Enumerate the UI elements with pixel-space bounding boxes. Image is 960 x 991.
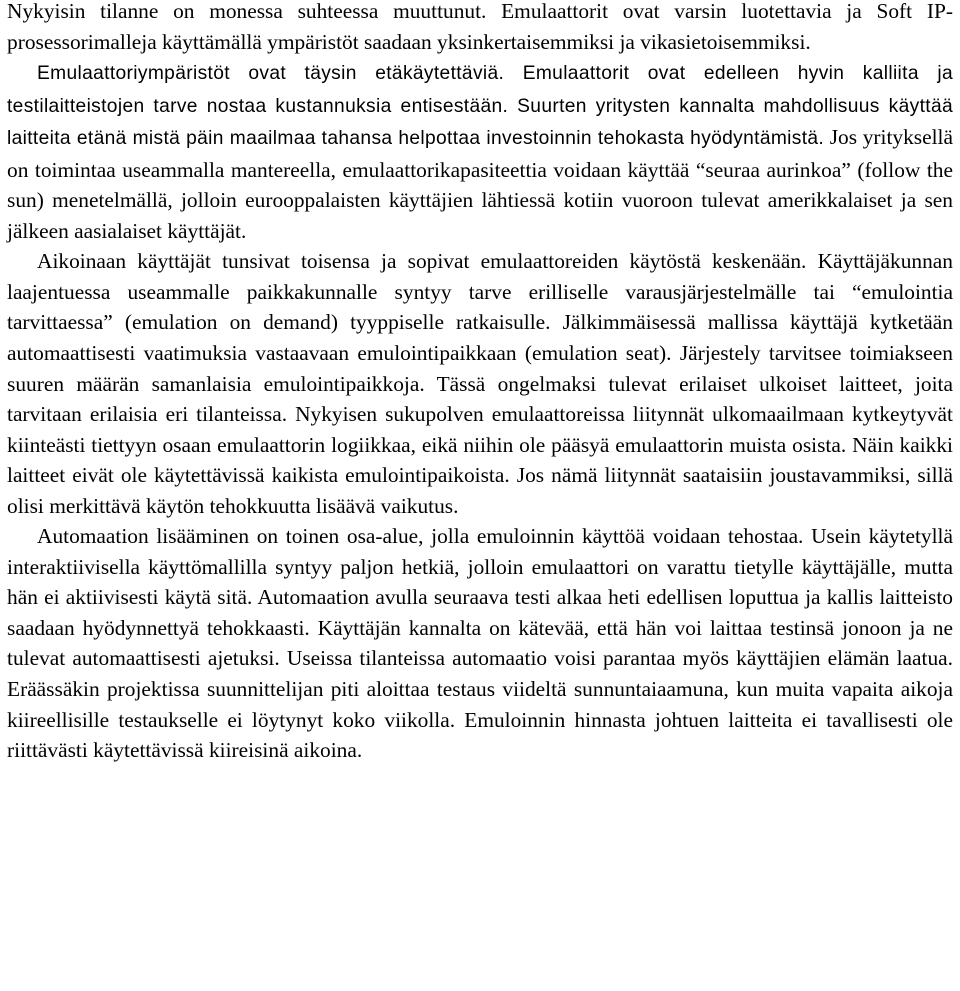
paragraph-reservation-text: Aikoinaan käyttäjät tunsivat toisensa ja sopivat emulaattoreiden käytöstä keskenään. Käyttäjäkunnan laajentuessa useammalle paikkakunnalle syntyy tarve erilliselle varausjärjestelmälle tai “emulointia tarvittaessa” (emulation on demand) tyyppiselle ratkaisulle. Jälkimmäisessä mallissa käyttäjä kytketään automaattisesti vaatimuksia vastaavaan emulointipaikkaan (emulation seat). Järjestely tarvitsee toimiakseen suuren määrän samanlaisia emulointipaikkoja. Tässä ongelmaksi tulevat erilaiset ulkoiset laitteet, joita tarvitaan erilaisia eri tilanteissa. Nykyisen sukupolven emulaattoreissa liitynnät ulkomaailmaan kytkeytyvät kiinteästi tiettyyn osaan emulaattorin logiikkaa, eikä niihin ole pääsyä emulaattorin muista osista. Näin kaikki laitteet eivät ole käytettävissä kaikista emulointipaikoista. Jos nämä liitynnät saataisiin joustavammiksi, sillä olisi merkittävä käytön tehokkuutta lisäävä vaikutus. [7,249,953,518]
paragraph-automation-text: Automaation lisääminen on toinen osa-alue, jolla emuloinnin käyttöä voidaan tehostaa. Usein käytetyllä interaktiivisella käyttömallilla syntyy paljon hetkiä, jolloin emulaattori on varattu tietylle käyttäjälle, mutta hän ei aktiivisesti käytä sitä. Automaation avulla seuraava testi alkaa heti edellisen loputtua ja kallis laitteisto saadaan hyödynnettyä tehokkaasti. Käyttäjän kannalta on kätevää, että hän voi laittaa testinsä jonoon ja ne tulevat automaattisesti ajetuksi. Useissa tilanteissa automaatio voisi parantaa myös käyttäjien elämän laatua. Eräässäkin projektissa suunnittelijan piti aloittaa testaus viideltä sunnuntaiaamuna, kun muita vapaita aikoja kiireellisille testaukselle ei löytynyt koko viikolla. Emuloinnin hinnasta johtuen laitteita ei tavallisesti ole riittävästi käytettävissä kiireisinä aikoina. [7,524,953,763]
paragraph-reservation [7,246,953,521]
paragraph-intro [7,0,953,57]
paragraph-remote-use-serif-text: Jos yrityksellä on toimintaa useammalla mantereella, emulaattorikapasiteettia voidaan käyttää “seuraa aurinkoa” (follow the sun) menetelmällä, jolloin eurooppalaisten käyttäjien lähtiessä kotiin vuoroon tulevat amerikkalaiset ja sen jälkeen aasialaiset käyttäjät. [7,125,953,243]
paragraph-automation [7,521,953,765]
paragraph-intro-text: Nykyisin tilanne on monessa suhteessa muuttunut. Emulaattorit ovat varsin luotettavia ja Soft IP-prosessorimalleja käyttämällä ympäristöt saadaan yksinkertaisemmiksi ja vikasietoisemmiksi. [7,0,953,54]
paragraph-remote-use-sans-text: Emulaattoriympäristöt ovat täysin etäkäytettäviä. Emulaattorit ovat edelleen hyvin kalliita ja testilaitteistojen tarve nostaa kustannuksia entisestään. Suurten yritysten kannalta mahdollisuus käyttää laitteita etänä mistä päin maailmaa tahansa helpottaa investoinnin tehokasta hyödyntämistä. [7,63,953,150]
paragraph-remote-use [7,57,953,246]
